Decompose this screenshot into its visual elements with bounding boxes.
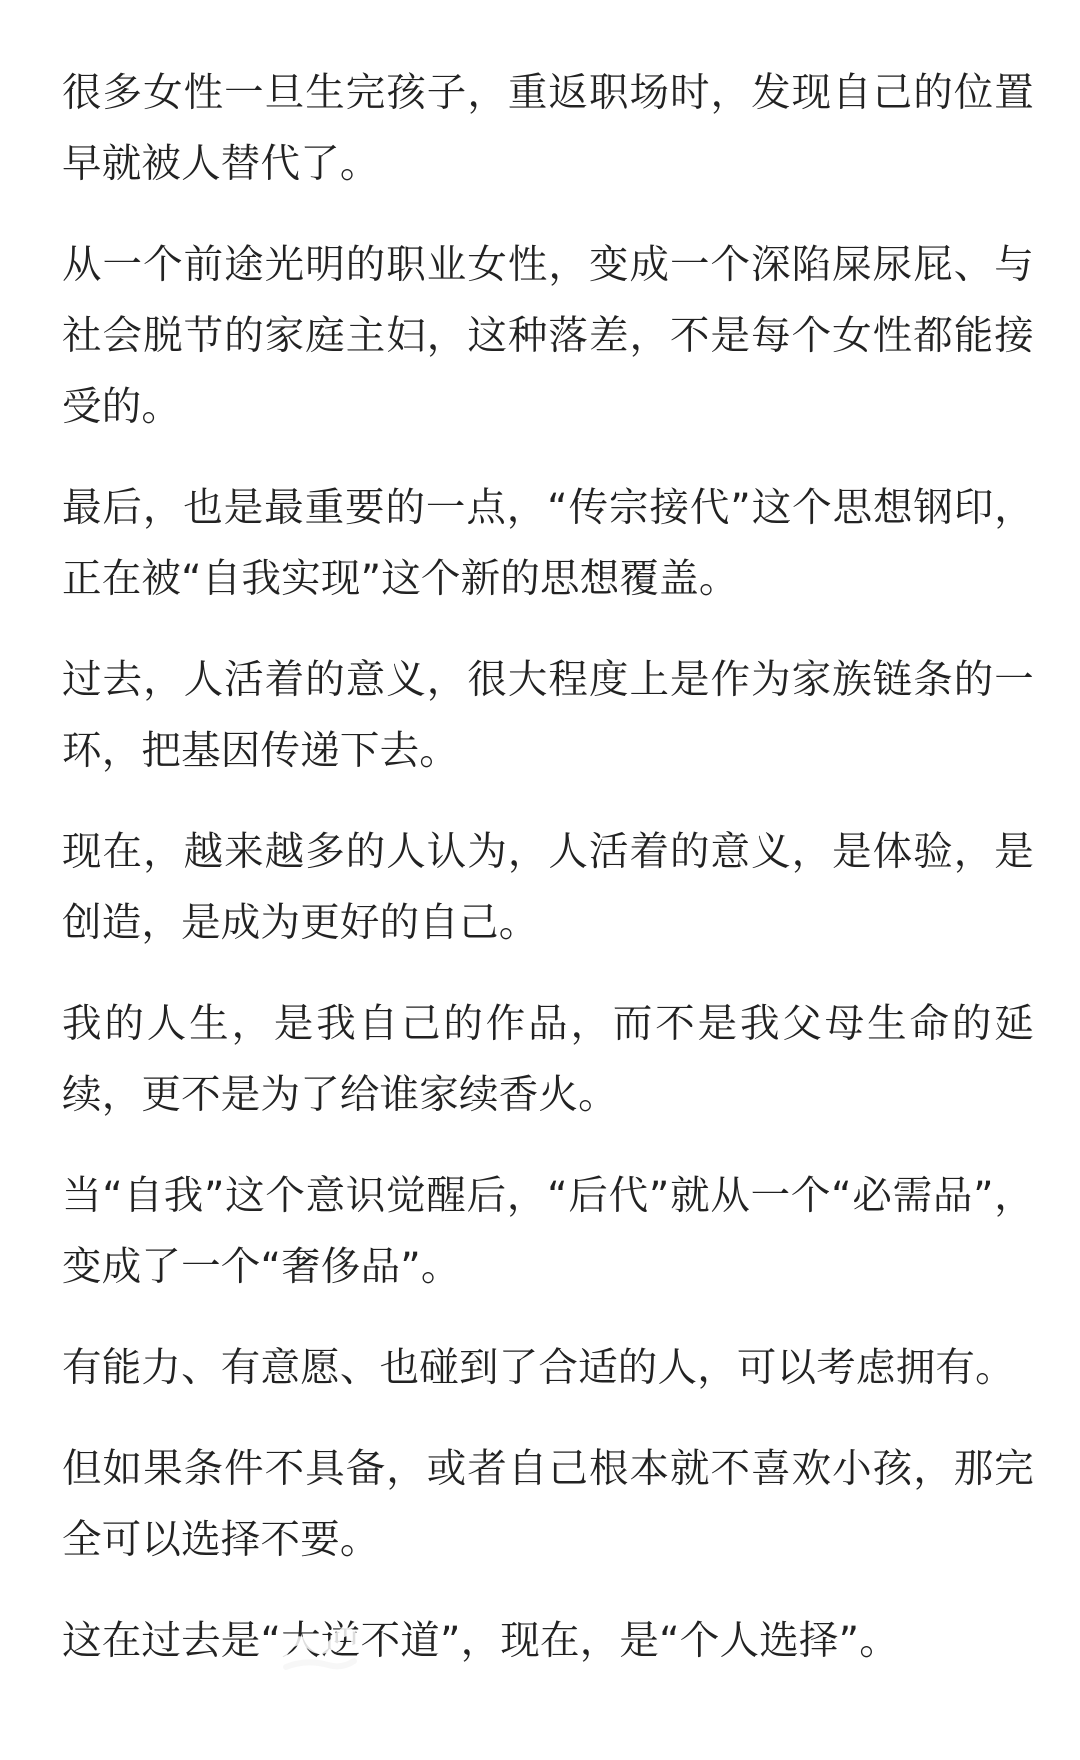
paragraph: 最后，也是最重要的一点，“传宗接代”这个思想钢印，正在被“自我实现”这个新的思想覆盖。	[62, 485, 1034, 602]
paragraph: 这在过去是“大逆不道”，现在，是“个人选择”。	[62, 1618, 899, 1664]
article-body	[62, 58, 1034, 1677]
paragraph: 有能力、有意愿、也碰到了合适的人，可以考虑拥有。	[62, 1345, 1015, 1391]
paragraph: 很多女性一旦生完孩子，重返职场时，发现自己的位置早就被人替代了。	[62, 70, 1034, 187]
paragraph: 从一个前途光明的职业女性，变成一个深陷屎尿屁、与社会脱节的家庭主妇，这种落差，不是每个女性都能接受的。	[62, 242, 1034, 430]
paragraph: 过去，人活着的意义，很大程度上是作为家族链条的一环，把基因传递下去。	[62, 657, 1034, 774]
paragraph: 我的人生，是我自己的作品，而不是我父母生命的延续，更不是为了给谁家续香火。	[62, 1001, 1034, 1118]
paragraph: 但如果条件不具备，或者自己根本就不喜欢小孩，那完全可以选择不要。	[62, 1446, 1034, 1563]
paragraph: 当“自我”这个意识觉醒后，“后代”就从一个“必需品”，变成了一个“奢侈品”。	[62, 1173, 1034, 1290]
paragraph: 现在，越来越多的人认为，人活着的意义，是体验，是创造，是成为更好的自己。	[62, 829, 1034, 946]
